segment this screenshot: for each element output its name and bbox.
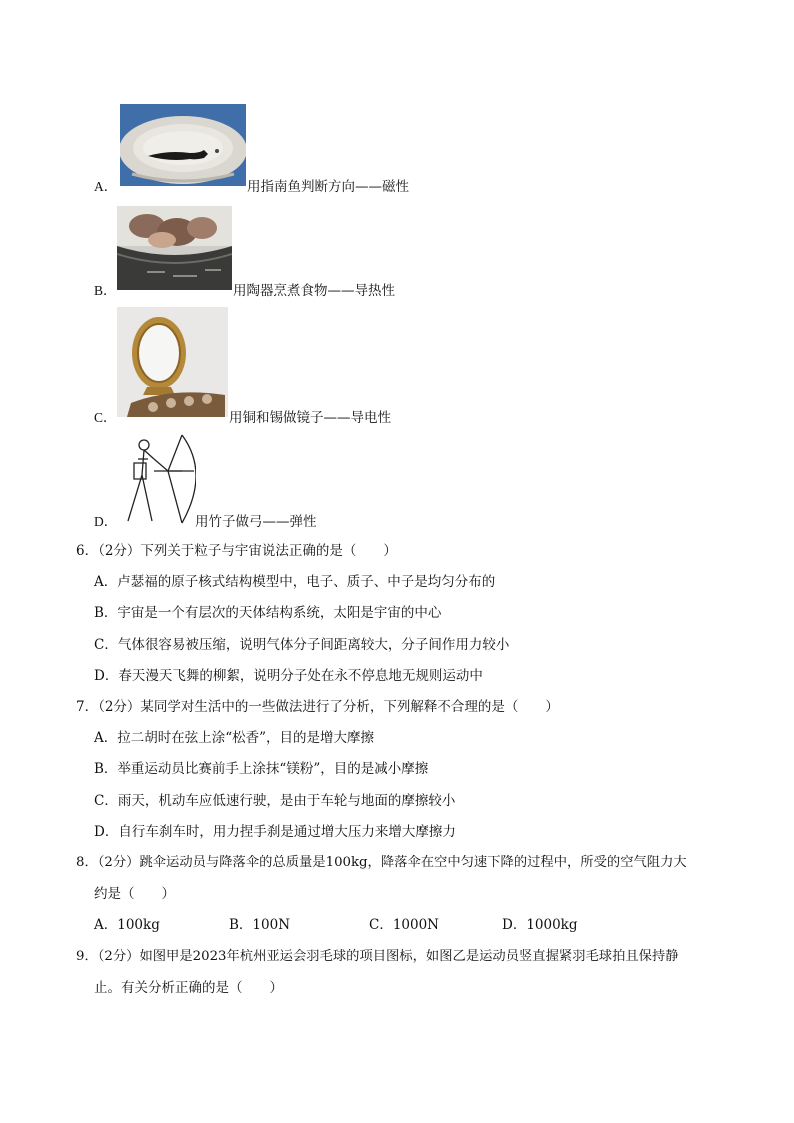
compass-fish-image [120,104,246,186]
option-c-text: 用铜和锡做镜子——导电性 [229,410,391,426]
question-7-option-c: C．雨天，机动车应低速行驶，是由于车轮与地面的摩擦较小 [94,793,456,809]
option-b-letter: B． [94,283,117,298]
question-9-stem-line-1: 9．（2分）如图甲是2023年杭州亚运会羽毛球的项目图标，如图乙是运动员竖直握紧羽毛球拍且保持静 [76,949,679,964]
option-a-letter: A． [94,179,118,194]
question-6-option-b: B．宇宙是一个有层次的天体结构系统，太阳是宇宙的中心 [94,605,442,621]
option-c-letter: C． [94,410,117,425]
question-6-option-a: A．卢瑟福的原子核式结构模型中，电子、质子、中子是均匀分布的 [94,574,496,590]
question-6-stem: 6．（2分）下列关于粒子与宇宙说法正确的是（ ） [76,543,397,559]
question-8-option-b: B．100N [229,917,291,933]
question-8-stem-line-1: 8．（2分）跳伞运动员与降落伞的总质量是100kg，降落伞在空中匀速下降的过程中，所受的空气阻力大 [76,855,687,870]
question-6-option-c: C．气体很容易被压缩，说明气体分子间距离较大，分子间作用力较小 [94,637,510,653]
question-8-option-a: A．100kg [94,917,160,933]
question-8-option-c: C．1000N [369,917,439,933]
option-b-text: 用陶器烹煮食物——导热性 [233,283,395,299]
bronze-mirror-image [117,307,228,417]
question-7-option-d: D．自行车刹车时，用力捏手刹是通过增大压力来增大摩擦力 [94,824,456,840]
option-d-letter: D． [94,514,118,529]
pottery-food-image [117,206,232,290]
question-6-option-d: D．春天漫天飞舞的柳絮，说明分子处在永不停息地无规则运动中 [94,668,483,684]
option-d-text: 用竹子做弓——弹性 [195,514,317,530]
question-9-stem-line-2: 止。有关分析正确的是（ ） [94,980,283,996]
question-7-option-b: B．举重运动员比赛前手上涂抹“镁粉”，目的是减小摩擦 [94,761,429,777]
question-7-option-a: A．拉二胡时在弦上涂“松香”，目的是增大摩擦 [94,730,375,746]
question-8-stem-line-2: 约是（ ） [94,886,175,902]
question-8-option-d: D．1000kg [502,917,578,933]
archer-image [120,433,196,525]
question-7-stem: 7．（2分）某同学对生活中的一些做法进行了分析，下列解释不合理的是（ ） [76,699,559,715]
option-a-text: 用指南鱼判断方向——磁性 [247,179,409,195]
